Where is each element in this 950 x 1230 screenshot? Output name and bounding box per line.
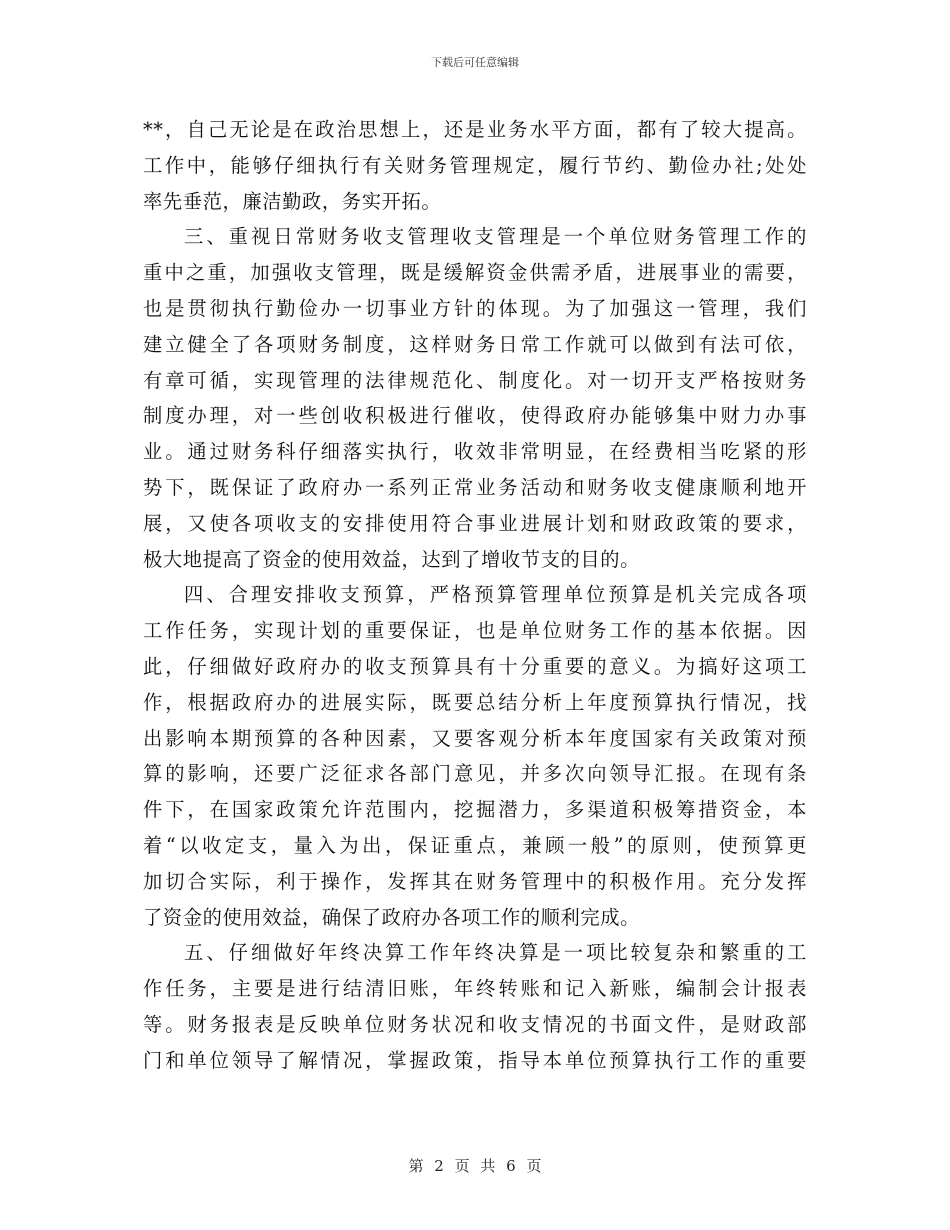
- body-line: 业。通过财务科仔细落实执行，收效非常明显，在经费相当吃紧的形: [143, 440, 807, 464]
- body-line: 势下，既保证了政府办一系列正常业务活动和财务收支健康顺利地开: [143, 475, 807, 499]
- body-line: 也是贯彻执行勤俭办一切事业方针的体现。为了加强这一管理，我们: [143, 296, 807, 320]
- body-line: 算的影响，还要广泛征求各部门意见，并多次向领导汇报。在现有条: [143, 762, 807, 786]
- body-line: 门和单位领导了解情况，掌握政策，指导本单位预算执行工作的重要: [143, 1048, 807, 1072]
- body-line: 出影响本期预算的各种因素，又要客观分析本年度国家有关政策对预: [143, 726, 807, 750]
- body-line: 建立健全了各项财务制度，这样财务日常工作就可以做到有法可依，: [143, 332, 807, 356]
- paragraph-start-line: 四、合理安排收支预算，严格预算管理单位预算是机关完成各项: [184, 583, 807, 607]
- page-number-footer: 第 2 页 共 6 页: [408, 1157, 542, 1175]
- paragraph-start-line: 五、仔细做好年终决算工作年终决算是一项比较复杂和繁重的工: [184, 941, 807, 965]
- body-line: 加切合实际，利于操作，发挥其在财务管理中的积极作用。充分发挥: [143, 869, 807, 893]
- body-line: 重中之重，加强收支管理，既是缓解资金供需矛盾，进展事业的需要，: [143, 261, 807, 285]
- body-line: 工作任务，实现计划的重要保证，也是单位财务工作的基本依据。因: [143, 619, 807, 643]
- body-line: 此，仔细做好政府办的收支预算具有十分重要的意义。为搞好这项工: [143, 654, 807, 678]
- page-header-note: 下载后可任意编辑: [431, 56, 519, 69]
- body-line: 有章可循，实现管理的法律规范化、制度化。对一切开支严格按财务: [143, 368, 807, 392]
- body-line: 作任务，主要是进行结清旧账，年终转账和记入新账，编制会计报表: [143, 977, 807, 1001]
- body-line: 件下，在国家政策允许范围内，挖掘潜力，多渠道积极筹措资金，本: [143, 798, 807, 822]
- document-body: [143, 112, 807, 1079]
- body-line: 了资金的使用效益，确保了政府办各项工作的顺利完成。: [143, 905, 641, 929]
- body-line: 工作中，能够仔细执行有关财务管理规定，履行节约、勤俭办社;处处: [143, 153, 807, 177]
- body-line: 率先垂范，廉洁勤政，务实开拓。: [143, 189, 442, 213]
- body-line: 着“以收定支，量入为出，保证重点，兼顾一般”的原则，使预算更: [143, 833, 807, 857]
- body-line: 等。财务报表是反映单位财务状况和收支情况的书面文件，是财政部: [143, 1012, 807, 1036]
- body-line: 作，根据政府办的进展实际，既要总结分析上年度预算执行情况，找: [143, 690, 807, 714]
- paragraph-start-line: 三、重视日常财务收支管理收支管理是一个单位财务管理工作的: [184, 225, 807, 249]
- body-line: 极大地提高了资金的使用效益，达到了增收节支的目的。: [143, 547, 641, 571]
- body-line: 制度办理，对一些创收积极进行催收，使得政府办能够集中财力办事: [143, 404, 807, 428]
- body-line: 展，又使各项收支的安排使用符合事业进展计划和财政政策的要求，: [143, 511, 807, 535]
- body-line: **，自己无论是在政治思想上，还是业务水平方面，都有了较大提高。: [143, 118, 807, 141]
